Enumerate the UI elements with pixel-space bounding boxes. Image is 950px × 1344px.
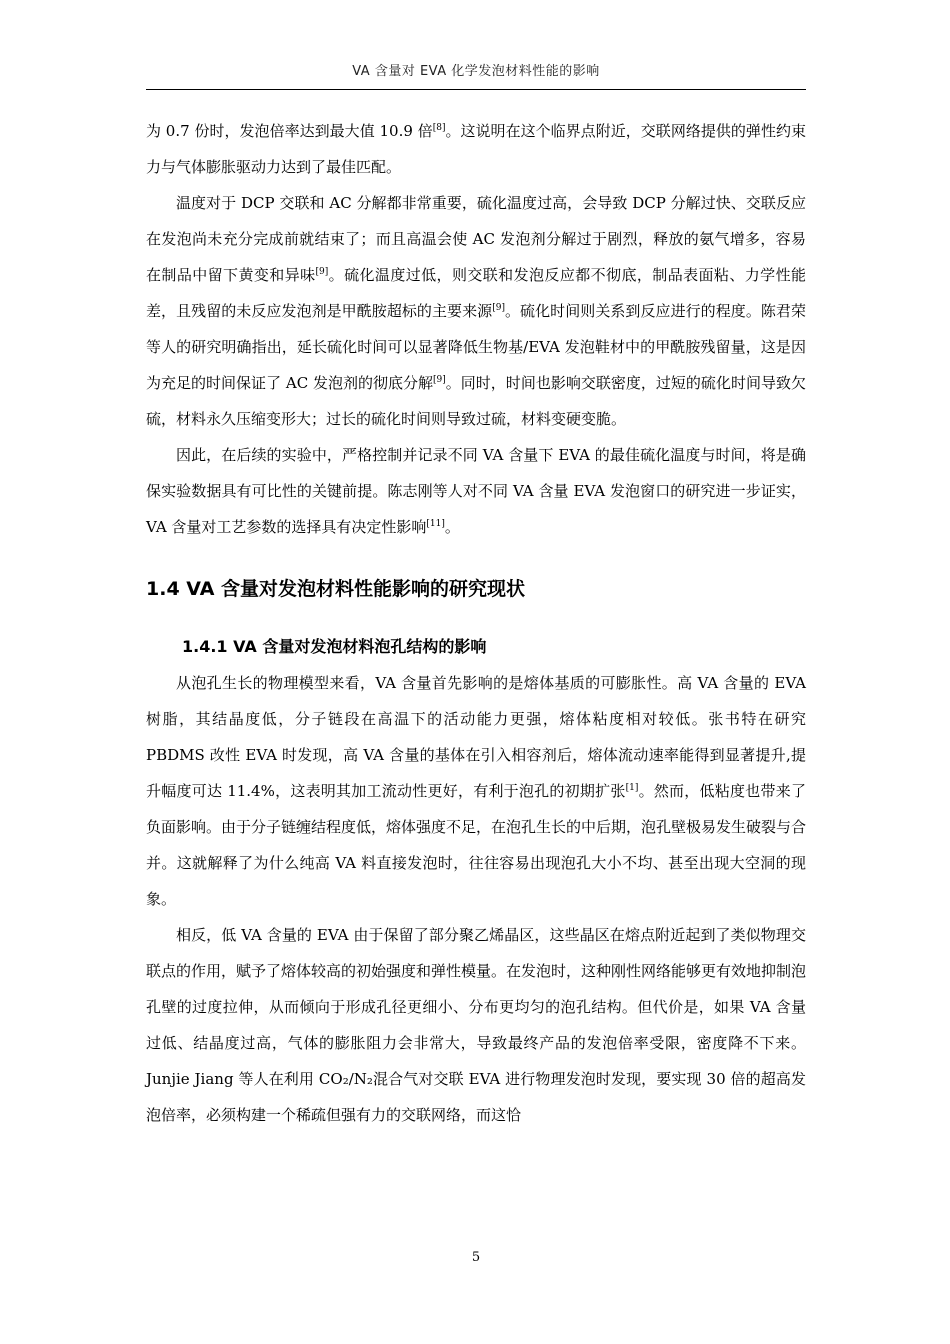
text-run: 。硫化时间则关系到反应进行的程度。陈君荣等人的研究明确指出，延长硫化时间可以显著降低生物基/EVA 发泡鞋材中的甲酰胺残留量，这是因为充足的时间保证了 AC 发泡剂的彻底分解: [146, 302, 806, 392]
citation: [1]: [625, 783, 639, 793]
citation: [9]: [315, 267, 329, 277]
citation: [9]: [433, 375, 446, 385]
paragraph-3: [146, 437, 806, 545]
text-run: 因此，在后续的实验中，严格控制并记录不同 VA 含量下 EVA 的最佳硫化温度与时间，将是确保实验数据具有可比性的关键前提。陈志刚等人对不同 VA 含量 EVA 发泡窗口的研究进一步证实，VA 含量对工艺参数的选择具有决定性影响: [146, 446, 806, 536]
citation: [11]: [426, 519, 445, 529]
paragraph-2: [146, 185, 806, 437]
citation: [9]: [492, 303, 505, 313]
paragraph-4: [146, 665, 806, 917]
header-rule: [146, 89, 806, 90]
text-run: 。硫化温度过低，则交联和发泡反应都不彻底，制品表面粘、力学性能差，且残留的未反应发泡剂是甲酰胺超标的主要来源: [146, 266, 806, 320]
text-run: 。: [444, 518, 460, 536]
text-run: 。这说明在这个临界点附近，交联网络提供的弹性约束力与气体膨胀驱动力达到了最佳匹配。: [146, 122, 806, 176]
text-run: 。然而，低粘度也带来了负面影响。由于分子链缠结程度低，熔体强度不足，在泡孔生长的中后期，泡孔壁极易发生破裂与合并。这就解释了为什么纯高 VA 料直接发泡时，往往容易出现泡孔大小不均、甚至出现大空洞的现象。: [146, 782, 807, 908]
paragraph-5: [146, 917, 806, 1133]
text-run: 从泡孔生长的物理模型来看，VA 含量首先影响的是熔体基质的可膨胀性。高 VA 含量的 EVA 树脂，其结晶度低，分子链段在高温下的活动能力更强，熔体粘度相对较低。张书特在研究 PBDMS 改性 EVA 时发现，高 VA 含量的基体在引入相容剂后，熔体流动速率能得到显著提升,提升幅度可达 11.4%，这表明其加工流动性更好，有利于泡孔的初期扩张: [146, 674, 806, 800]
text-run: 。同时，时间也影响交联密度，过短的硫化时间导致欠硫，材料永久压缩变形大；过长的硫化时间则导致过硫，材料变硬变脆。: [146, 374, 806, 428]
section-heading: 1.4 VA 含量对发泡材料性能影响的研究现状: [146, 578, 526, 600]
text-run: 温度对于 DCP 交联和 AC 分解都非常重要，硫化温度过高，会导致 DCP 分解过快、交联反应在发泡尚未充分完成前就结束了；而且高温会使 AC 发泡剂分解过于剧烈，释放的氨气增多，容易在制品中留下黄变和异味: [146, 194, 806, 284]
page-number: 5: [471, 1250, 481, 1265]
subsection-heading: 1.4.1 VA 含量对发泡材料泡孔结构的影响: [182, 637, 487, 656]
running-header: VA 含量对 EVA 化学发泡材料性能的影响: [352, 64, 600, 79]
body-text: [146, 113, 806, 1133]
citation: [8]: [432, 123, 446, 133]
text-run: 相反，低 VA 含量的 EVA 由于保留了部分聚乙烯晶区，这些晶区在熔点附近起到了类似物理交联点的作用，赋予了熔体较高的初始强度和弹性模量。在发泡时，这种刚性网络能够更有效地抑制泡孔壁的过度拉伸，从而倾向于形成孔径更细小、分布更均匀的泡孔结构。但代价是，如果 VA 含量过低、结晶度过高，气体的膨胀阻力会非常大，导致最终产品的发泡倍率受限，密度降不下来。Junjie Jiang 等人在利用 CO₂/N₂混合气对交联 EVA 进行物理发泡时发现，要实现 30 倍的超高发泡倍率，必须构建一个稀疏但强有力的交联网络，而这恰: [146, 926, 807, 1124]
paragraph-1: [146, 113, 806, 185]
text-run: 为 0.7 份时，发泡倍率达到最大值 10.9 倍: [146, 122, 433, 140]
